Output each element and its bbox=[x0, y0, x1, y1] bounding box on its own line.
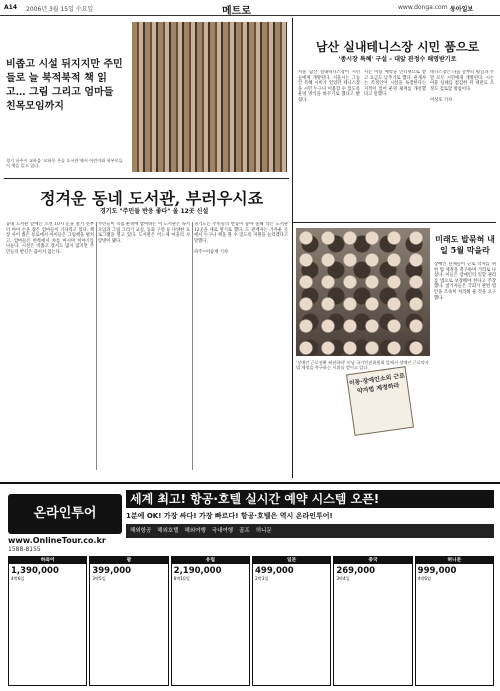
travel-advertisement bbox=[0, 482, 500, 691]
ad-tab[interactable]: 허니문 bbox=[255, 528, 272, 534]
library-photo-caption: 경기 파주시 교하읍 '교하동 온돌 도서관'에서 어린이와 학부모들이 책을 읽고 있다. bbox=[6, 158, 123, 169]
page-number: A14 bbox=[4, 4, 17, 11]
ad-offer-box bbox=[171, 556, 250, 686]
library-photo bbox=[132, 22, 287, 172]
ad-offer-note: 3박4일 bbox=[336, 576, 350, 582]
ad-offer-price: 999,000 bbox=[417, 566, 457, 577]
ad-offer-head: 유럽 bbox=[172, 557, 249, 564]
ad-tab[interactable]: 국내여행 bbox=[211, 528, 234, 534]
library-kicker: 비좁고 시설 뒤지지만 주민들로 늘 북적북적 책 읽고… 그림 그리고 엄마들 친목모임까지 bbox=[6, 59, 123, 112]
tennis-body-col1: 서울 남산 실내테니스장이 시민들에게 개방된다. 서울시는 그동안 특혜 시비가 일었던 테니스장을 시민 누구나 이용할 수 있도록 운영 방식을 바꾸기로 했다고 밝혔다. bbox=[298, 70, 360, 103]
ad-category-tabs bbox=[126, 524, 494, 538]
ad-offer-price: 1,390,000 bbox=[11, 566, 59, 577]
ad-tab[interactable]: 해외여행 bbox=[184, 528, 206, 534]
library-body-col3: 경기도는 주민들의 반응이 좋아 올해 작은 도서관 12곳을 새로 열기로 했다. 도 관계자는 가까운 곳에서 누구나 책을 볼 수 있도록 지원을 늘리겠다고 말했다. 파주=이승재 기자 bbox=[194, 222, 288, 255]
ad-offer-note: 3박5일 bbox=[92, 576, 106, 582]
ad-offer-price: 499,000 bbox=[255, 566, 294, 577]
ad-offer-note: 4박6일 bbox=[417, 576, 432, 582]
protest-caption: '장애인 근로권확 허권하라' 이날 국가인권위원회 앞에서 장애인 근로약자법 제정을 촉구하는 시위를 벌이고 있다. bbox=[296, 360, 429, 371]
ad-website[interactable]: www.OnlineTour.co.kr bbox=[8, 536, 106, 545]
tennis-byline: 이성호 기자 bbox=[430, 97, 453, 103]
ad-offer-note: 2박3일 bbox=[255, 576, 269, 582]
library-headline: 정겨운 동네 도서관, 부러우시죠 bbox=[40, 189, 264, 208]
ad-offer-grid bbox=[8, 556, 494, 686]
ad-offer-head: 허니문 bbox=[416, 557, 493, 564]
tennis-body-col3: 테니스장은 다음 달부터 평일과 주말 모두 시민에게 개방된다. 시는 이용 실태를 점검한 뒤 대관료 조정도 검토할 방침이다. 이성호 기자 bbox=[430, 70, 494, 103]
protest-banner: 이동·장애인소외 근로약자법 제정하라 bbox=[346, 366, 414, 436]
ad-offer-box bbox=[415, 556, 494, 686]
page-date: 2006년 3월 15일 수요일 bbox=[26, 6, 94, 13]
protest-body: 장애인 단체들이 근로 약자를 위한 법 제정을 촉구하며 거리로 나섰다. 이들은 장애인의 일할 권리를 법으로 보장해야 한다고 주장했다. 참가자들은 국회가 관련 법안을 조속히 처리해 줄 것을 요구했다. bbox=[434, 262, 496, 301]
ad-offer-head: 중국 bbox=[334, 557, 411, 564]
ad-logo: 온라인투어 bbox=[8, 494, 122, 534]
library-body-col1: 동네 도서관 앞에는 오전 10시 문을 열기 전부터 아이 손을 잡은 엄마들이 기다리고 있다. 책장 사이 좁은 통로에서 아이들은 그림책을 펼치고, 엄마들은 한쪽에서 차를 마시며 이야기를 나눈다. 시설은 비좁고 장서도 많지 않지만 주민들의 발길은 끊이지 않는다. bbox=[6, 222, 94, 255]
ad-offer-price: 399,000 bbox=[92, 566, 132, 577]
library-byline: 파주=이승재 기자 bbox=[194, 249, 229, 255]
page-header bbox=[0, 0, 500, 16]
ad-tab[interactable]: 해외호텔 bbox=[157, 528, 179, 534]
ad-offer-price: 269,000 bbox=[336, 566, 376, 577]
ad-offer-box bbox=[333, 556, 412, 686]
ad-phone: 1588-8155 bbox=[8, 546, 41, 553]
protest-headline: 미래도 발묶혀 내일 5월 막을라 bbox=[435, 234, 495, 255]
library-body-col2: 주민들이 직접 운영에 참여하는 이 도서관은 독서 모임과 그림 그리기 교실, 동화 구연 등 다양한 프로그램을 열고 있다. 도서관은 어느새 마을의 사랑방이 됐다. bbox=[98, 222, 190, 244]
ad-offer-box bbox=[8, 556, 87, 686]
ad-offer-note: 4박6일 bbox=[11, 576, 25, 582]
ad-offer-note: 8박10일 bbox=[173, 576, 190, 582]
ad-tab[interactable]: 해외항공 bbox=[130, 528, 152, 534]
ad-title: 세계 최고! 항공·호텔 실시간 예약 시스템 오픈! bbox=[126, 490, 494, 508]
site-url: www.donga.com bbox=[398, 4, 448, 11]
ad-offer-box bbox=[252, 556, 331, 686]
library-subhead: 경기도 "주민들 반응 좋다" 올 12곳 신설 bbox=[100, 208, 209, 215]
paper-name: 동아일보 bbox=[450, 6, 474, 13]
tennis-subhead: '종시장 특혜' 구설 – 대앞 관정수 해명받기로 bbox=[338, 56, 457, 63]
ad-offer-head: 일본 bbox=[253, 557, 330, 564]
ad-tab[interactable]: 골프 bbox=[239, 528, 250, 534]
ad-offer-box bbox=[89, 556, 168, 686]
protest-photo bbox=[296, 228, 430, 356]
section-title: 메트로 bbox=[222, 6, 251, 17]
ad-subtitle: 1분에 OK! 가장 싸다! 가장 빠르다! 항공·호텔은 역시 온라인투어! bbox=[126, 512, 333, 520]
tennis-body-col2: 시는 이용 예약을 인터넷으로 받고 요금도 낮추기로 했다. 관계자는 특정인이 시설을 독점한다는 지적이 있어 운영 체계를 개선했다고 말했다. bbox=[364, 70, 426, 98]
ad-offer-price: 2,190,000 bbox=[173, 566, 222, 577]
ad-offer-head: 괌 bbox=[90, 557, 167, 564]
tennis-headline: 남산 실내테니스장 시민 품으로 bbox=[315, 40, 480, 54]
ad-offer-head: 하와이 bbox=[9, 557, 86, 564]
